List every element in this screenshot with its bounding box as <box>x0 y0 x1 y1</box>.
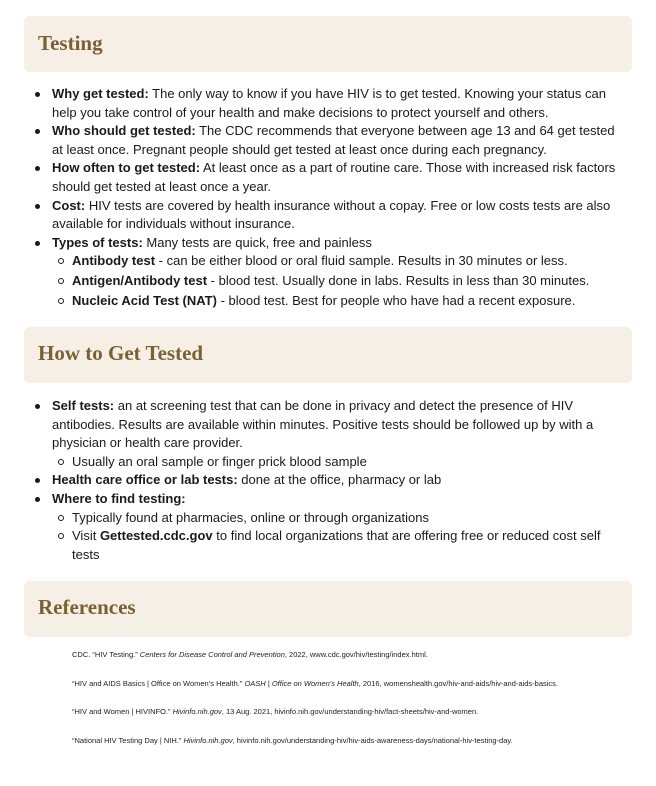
reference-details: , hivinfo.nih.gov/understanding-hiv/hiv-aids-awareness-days/national-hiv-testing-day. <box>232 735 513 745</box>
item-text: The only way to know if you have HIV is to get tested. Knowing your status can help you take control of your health and make decisions to protect yourself and others. <box>52 86 606 120</box>
reference-title: “HIV and AIDS Basics | Office on Women’s Health.” <box>72 678 245 688</box>
sub-item-label: Nucleic Acid Test (NAT) <box>72 292 217 308</box>
how-to-heading: How to Get Tested <box>38 341 204 365</box>
references-section-header <box>24 581 632 637</box>
reference-source: Centers for Disease Control and Prevention <box>139 650 285 659</box>
item-label: Types of tests: <box>52 234 143 250</box>
reference-item <box>72 736 632 746</box>
testing-list <box>0 85 627 311</box>
item-text: an at screening test that can be done in privacy and detect the presence of HIV antibodies. Results are available within minutes. Positive tests should be followed up by with a physician or health care provider. <box>52 398 594 451</box>
reference-source: OASH | Office on Women's Health <box>244 678 359 688</box>
sub-list-item <box>72 252 627 271</box>
test-types-list <box>52 252 627 310</box>
reference-title: “HIV and Women | HIVINFO.” <box>72 707 173 716</box>
sub-list-item: Typically found at pharmacies, online or through organizations <box>72 509 627 528</box>
item-label: Health care office or lab tests: <box>52 472 238 488</box>
item-text: Many tests are quick, free and painless <box>142 234 372 250</box>
list-item <box>52 471 627 490</box>
item-text: At least once as a part of routine care. Those with increased risk factors should get tested at least once a year. <box>52 160 616 194</box>
sub-item-text: - can be either blood or oral fluid sample. Results in 30 minutes or less. <box>155 253 568 269</box>
reference-details: , 2016, womenshealth.gov/hiv-and-aids/hiv-and-aids-basics. <box>358 678 558 688</box>
visit-prefix: Visit <box>72 528 100 544</box>
reference-item <box>72 679 632 689</box>
references-list <box>72 650 632 764</box>
item-text: The CDC recommends that everyone between age 13 and 64 get tested at least once. Pregnant people should get tested at least once during each pregnancy. <box>52 123 615 157</box>
list-item <box>52 122 627 159</box>
sub-item-text: - blood test. Usually done in labs. Results in less than 30 minutes. <box>207 272 590 288</box>
testing-section-header <box>24 16 632 72</box>
visit-suffix: to find local organizations that are offering free or reduced cost self tests <box>72 528 601 562</box>
item-label: Who should get tested: <box>52 123 196 139</box>
list-item <box>52 197 627 234</box>
item-label: Self tests: <box>52 398 115 413</box>
reference-title: “National HIV Testing Day | NIH.” <box>72 735 184 745</box>
self-tests-sublist <box>52 453 627 472</box>
references-heading: References <box>38 595 136 619</box>
sub-list-item <box>72 292 627 311</box>
how-to-section-header <box>24 327 632 383</box>
where-sublist <box>52 509 627 565</box>
sub-item-text: - blood test. Best for people who have had a recent exposure. <box>216 292 576 308</box>
sub-item-label: Antigen/Antibody test <box>72 272 208 288</box>
sub-item-label: Antibody test <box>72 253 156 269</box>
sub-list-item <box>72 527 627 564</box>
sub-list-item <box>72 272 627 291</box>
item-label: Why get tested: <box>52 86 149 101</box>
gettested-link[interactable]: Gettested.cdc.gov <box>99 528 213 544</box>
item-label: Where to find testing: <box>52 490 186 506</box>
list-item <box>52 159 627 196</box>
how-to-list <box>0 397 627 564</box>
sub-list-item: Usually an oral sample or finger prick blood sample <box>72 453 627 472</box>
reference-item <box>72 707 632 717</box>
reference-source: Hivinfo.nih.gov <box>172 707 222 716</box>
item-text: HIV tests are covered by health insurance without a copay. Free or low costs tests are also available for individuals without insurance. <box>52 197 611 232</box>
list-item <box>52 397 627 471</box>
reference-source: Hivinfo.nih.gov <box>183 735 233 745</box>
reference-details: , 2022, www.cdc.gov/hiv/testing/index.html. <box>284 650 428 659</box>
item-label: Cost: <box>52 197 86 213</box>
item-text: done at the office, pharmacy or lab <box>237 472 442 488</box>
reference-details: , 13 Aug. 2021, hivinfo.nih.gov/understanding-hiv/fact-sheets/hiv-and-women. <box>221 707 479 716</box>
list-item <box>52 85 627 122</box>
testing-heading: Testing <box>38 31 103 55</box>
list-item <box>52 234 627 310</box>
list-item <box>52 490 627 564</box>
reference-item <box>72 650 632 660</box>
item-label: How often to get tested: <box>52 160 201 176</box>
reference-title: CDC. “HIV Testing.” <box>72 650 140 659</box>
